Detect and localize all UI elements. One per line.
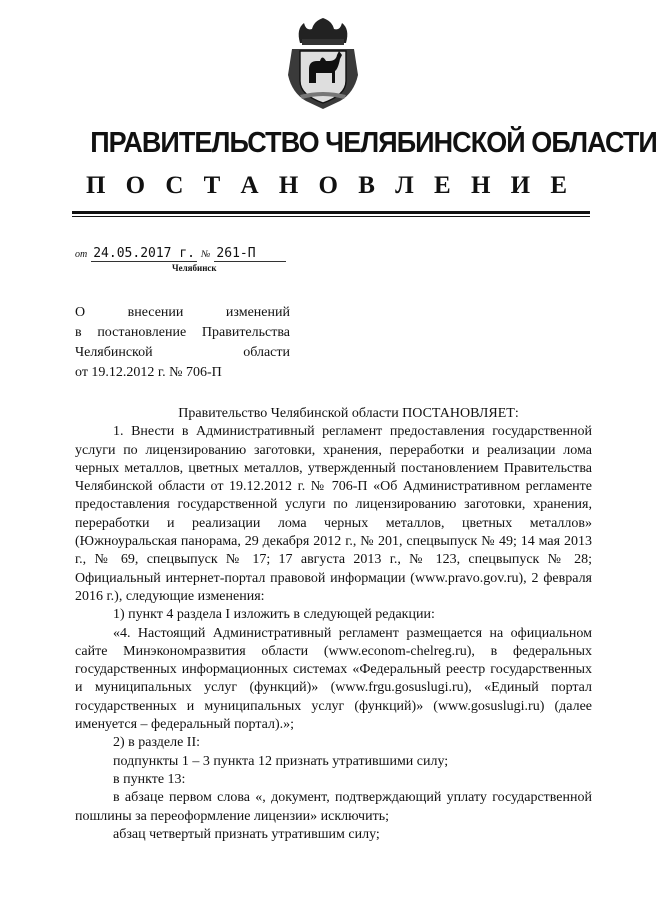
document-subject [75,303,290,383]
body-paragraph: 1. Внести в Административный регламент предоставления государственной услуги по лицензированию заготовки, хранения, переработки и реализации лома черных металлов, цветных металлов, утвержденный постановлением Правительства Челябинской области от 19.12.2012 г. № 706-П «Об Административном регламенте предоставления государственной услуги по лицензированию заготовки, хранения, переработки и реализации лома черных металлов, цветных металлов» (Южноуральская панорама, 29 декабря 2012 г., № 201, спецвыпуск № 49; 14 мая 2013 г., № 69, спецвыпуск № 17; 17 августа 2013 г., № 123, спецвыпуск № 28; Официальный интернет-портал правовой информации (www.pravo.gov.ru), 2 февраля 2016 г.), следующие изменения: [75,424,592,604]
city-label: Челябинск [172,263,217,273]
document-number: 261-П [214,246,286,262]
body-paragraph: 2) в разделе II: [113,735,201,751]
number-label: № [200,249,211,260]
coat-of-arms-emblem [286,15,360,111]
subject-line: О внесении изменений [75,305,290,320]
body-paragraph: абзац четвертый признать утратившим силу; [113,826,380,842]
organization-title: ПРАВИТЕЛЬСТВО ЧЕЛЯБИНСКОЙ ОБЛАСТИ [90,127,657,159]
header-rule-thin [72,216,590,217]
body-paragraph: в пункте 13: [113,771,186,787]
subject-line: от 19.12.2012 г. № 706-П [75,365,222,380]
date-label: от [75,249,88,260]
subject-line: Челябинской области [75,345,290,360]
document-meta-line [75,244,375,264]
body-paragraph: подпункты 1 – 3 пункта 12 признать утратившими силу; [113,753,449,769]
document-date: 24.05.2017 г. [93,246,195,261]
body-paragraph: «4. Настоящий Административный регламент размещается на официальном сайте Минэкономразвития области (www.econom-chelreg.ru), в федеральных государственных информационных системах «Федеральный реестр государственных и муниципальных услуг (функций)» (www.frgu.gosuslugi.ru), «Единый портал государственных и муниципальных услуг (функций)» (www.gosuslugi.ru) (далее именуется – федеральный портал).»; [75,625,592,733]
document-body [75,405,592,844]
resolution-lead: Правительство Челябинской области ПОСТАНОВЛЯЕТ: [178,406,519,421]
body-paragraph: 1) пункт 4 раздела I изложить в следующей редакции: [113,607,435,623]
document-type-title: П О С Т А Н О В Л Е Н И Е [85,172,575,199]
body-paragraph: в абзаце первом слова «, документ, подтверждающий уплату государственной пошлины за переоформление лицензии» исключить; [75,790,592,824]
subject-line: в постановление Правительства [75,325,290,340]
header-rule-thick [72,211,590,214]
